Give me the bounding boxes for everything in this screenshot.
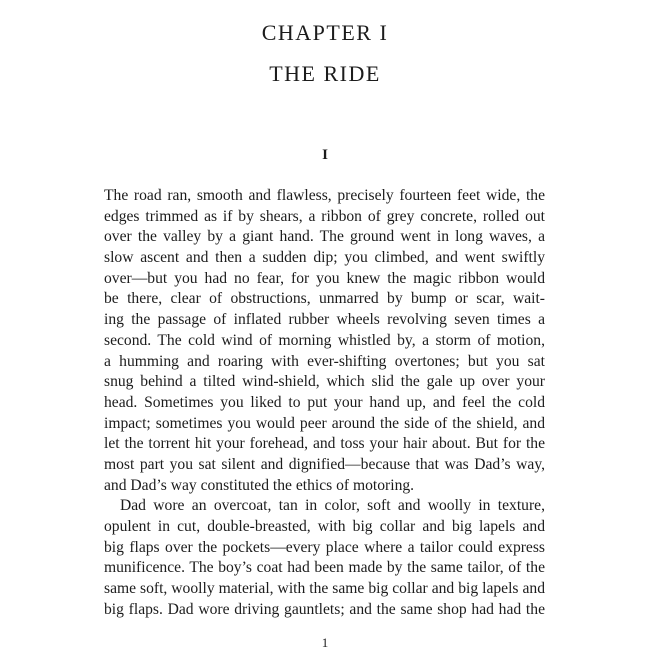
text-line: edges trimmed as if by shears, a ribbon of grey concrete, rolled out [104,207,545,225]
text-line: a humming and roaring with ever-shifting overtones; but you sat [104,352,545,370]
text-line: over—but you had no fear, for you knew the magic ribbon would [104,269,545,287]
text-line: The road ran, smooth and flawless, precisely fourteen feet wide, the [104,187,545,204]
page-number: 1 [321,635,329,650]
text-line: impact; sometimes you would peer around the side of the shield, and [104,414,545,432]
text-line: munificence. The boy’s coat had been made by the same tailor, of the [104,559,545,577]
paragraph-1 [104,186,545,496]
chapter-number: CHAPTER I [261,20,389,45]
text-line: second. The cold wind of morning whistled by, a storm of motion, [104,331,545,349]
text-line: over the valley by a giant hand. The ground went in long waves, a [104,228,545,246]
text-line: same soft, woolly material, with the same big collar and big lapels and [104,580,545,598]
chapter-title: THE RIDE [269,61,381,86]
text-line: big flaps. Dad wore driving gauntlets; and the same shop had had the [104,600,545,618]
text-line: opulent in cut, double-breasted, with big collar and big lapels and [104,518,545,535]
body-text [104,186,545,620]
text-line: big flaps over the pockets—every place where a tailor could express [104,538,545,556]
text-line: be there, clear of obstructions, unmarred by bump or scar, wait- [104,290,545,308]
section-number: I [322,147,328,163]
text-line: most part you sat silent and dignified—because that was Dad’s way, [104,455,545,473]
text-line: slow ascent and then a sudden dip; you climbed, and went swiftly [104,249,545,267]
text-line: snug behind a tilted wind-shield, which slid the gale up over your [104,373,545,391]
text-line: ing the passage of inflated rubber wheels revolving seven times a [104,311,545,329]
text-line: head. Sometimes you liked to put your hand up, and feel the cold [104,393,545,411]
paragraph-2 [104,496,545,620]
text-line: Dad wore an overcoat, tan in color, soft and woolly in texture, [120,497,545,515]
text-line: let the torrent hit your forehead, and toss your hair about. But for the [104,435,545,453]
text-line: and Dad’s way constituted the ethics of motoring. [104,476,415,494]
